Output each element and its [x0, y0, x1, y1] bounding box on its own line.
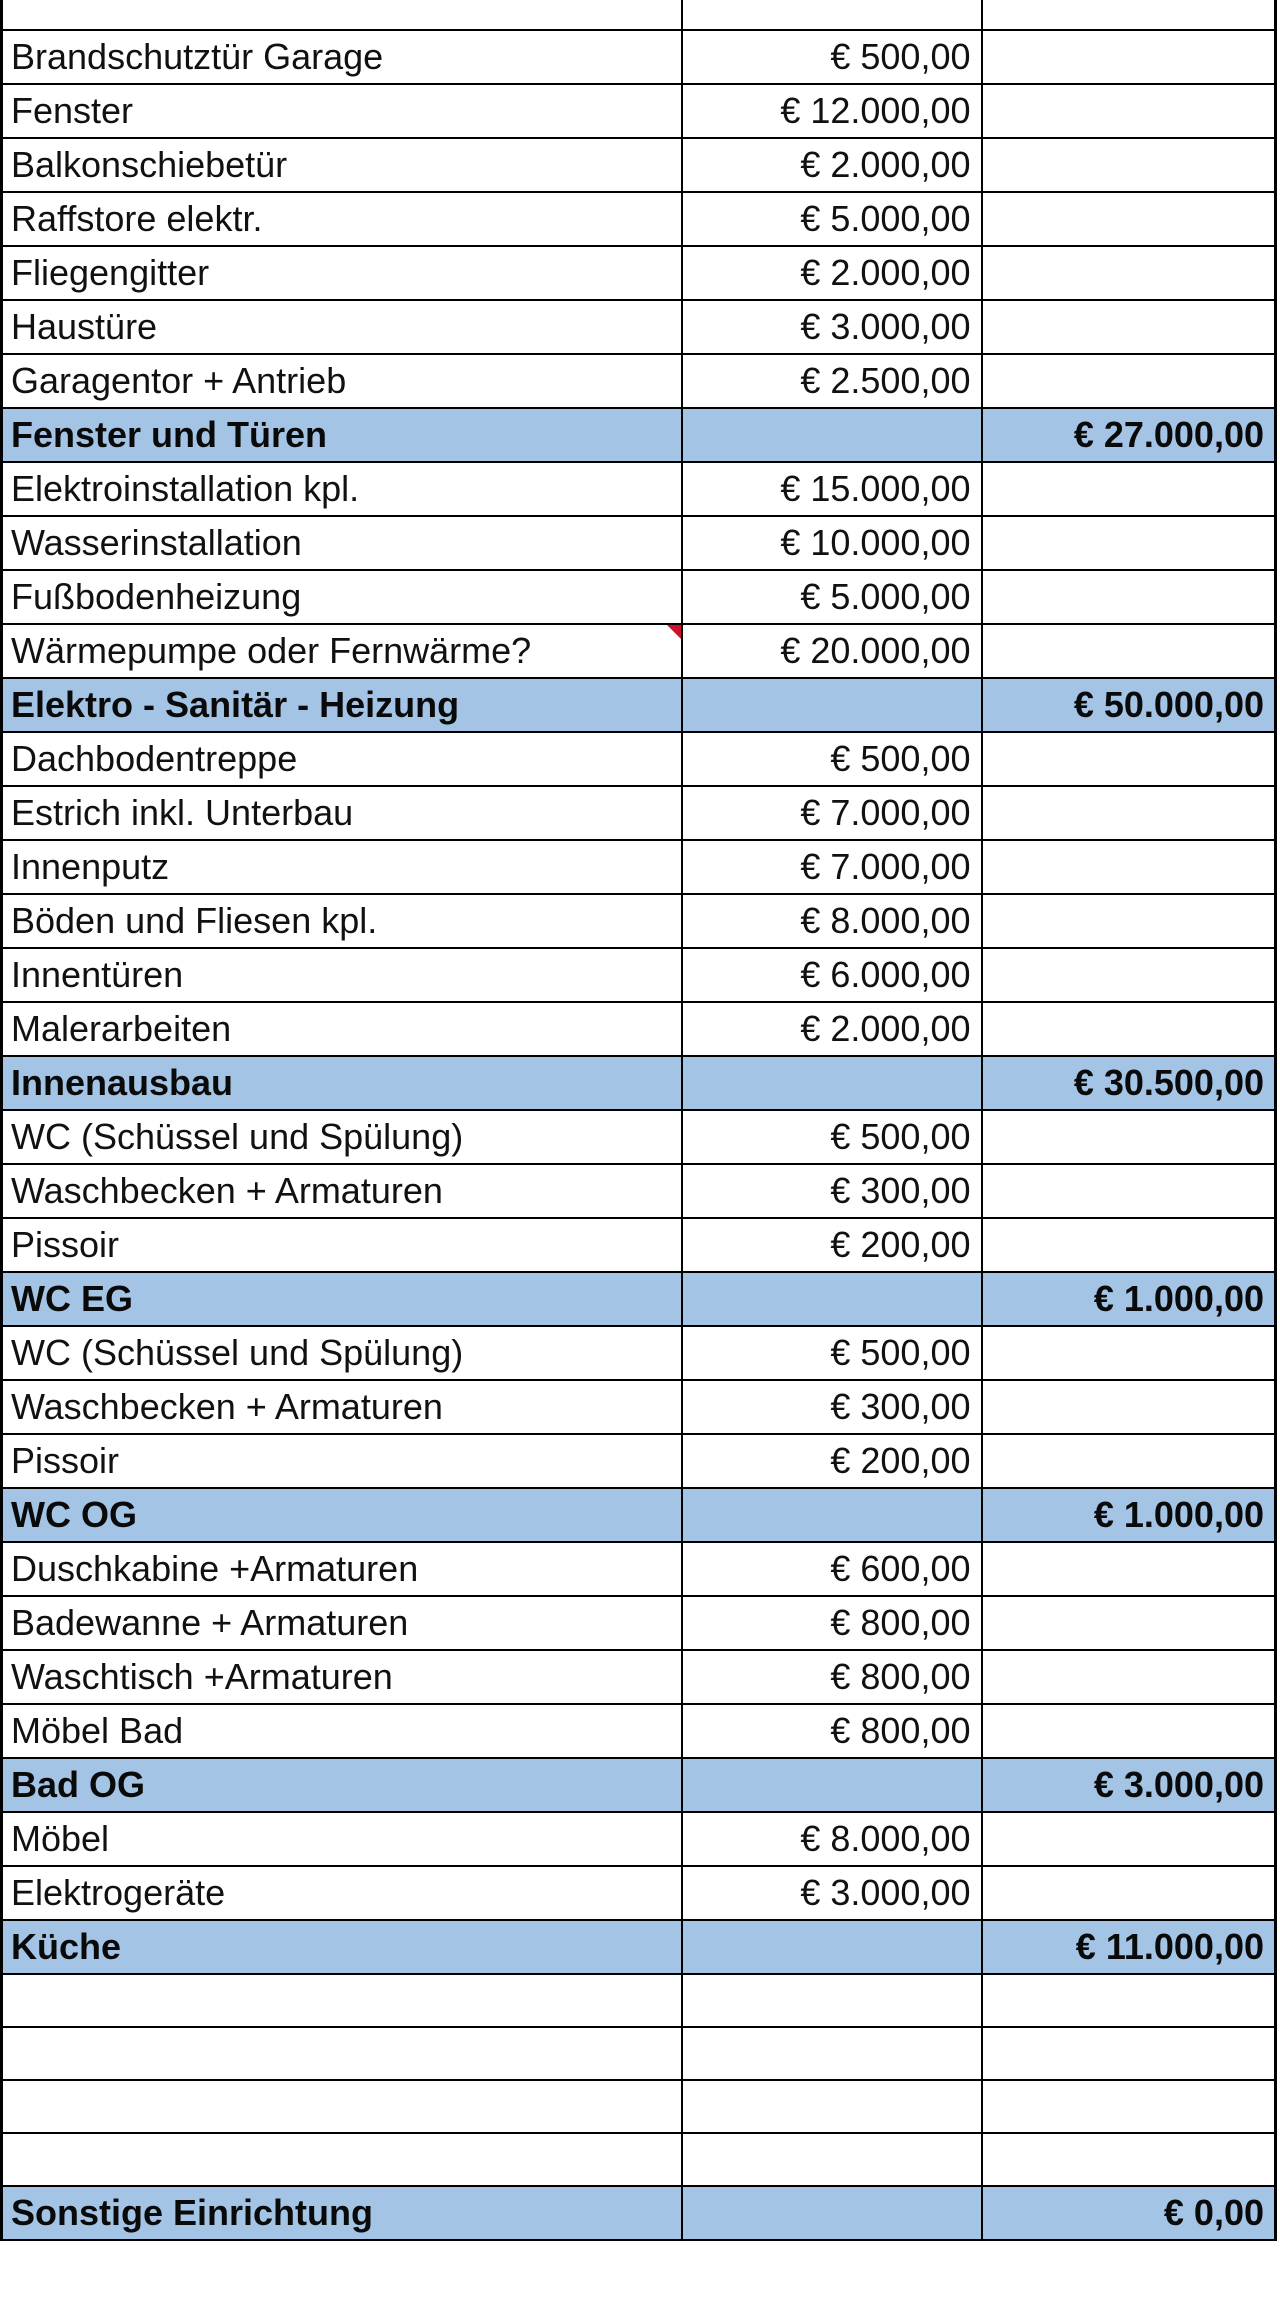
section-subtotal-row	[2, 1758, 1276, 1812]
cell-amount[interactable]: € 800,00	[682, 1704, 982, 1758]
table-row	[2, 840, 1276, 894]
table-row	[2, 192, 1276, 246]
comment-indicator-icon[interactable]	[667, 625, 681, 639]
section-subtotal-row	[2, 2186, 1276, 2240]
table-row	[2, 246, 1276, 300]
cell-amount[interactable]: € 200,00	[682, 1218, 982, 1272]
cell-label[interactable]: Brandschutztür Garage	[2, 30, 682, 84]
cell-total[interactable]	[982, 1110, 1276, 1164]
cell-total[interactable]	[982, 2027, 1276, 2080]
cell-amount[interactable]: € 3.000,00	[682, 300, 982, 354]
section-total[interactable]: € 50.000,00	[982, 678, 1276, 732]
cell-amount[interactable]: € 300,00	[682, 1380, 982, 1434]
cell-label[interactable]: Waschbecken + Armaturen	[2, 1164, 682, 1218]
cell-amount[interactable]: € 500,00	[682, 732, 982, 786]
table-row	[2, 570, 1276, 624]
cell-total[interactable]	[982, 570, 1276, 624]
cell-total[interactable]	[982, 138, 1276, 192]
empty-row	[2, 2080, 1276, 2133]
cell-total[interactable]	[982, 516, 1276, 570]
cell-amount[interactable]: € 300,00	[682, 1164, 982, 1218]
cell-amount[interactable]: € 20.000,00	[682, 624, 982, 678]
section-subtotal-row	[2, 1920, 1276, 1974]
cell-amount[interactable]: € 2.000,00	[682, 246, 982, 300]
empty-row	[2, 2027, 1276, 2080]
table-row	[2, 300, 1276, 354]
cell-total[interactable]	[982, 2080, 1276, 2133]
cell-total[interactable]	[982, 246, 1276, 300]
cell-label[interactable]: Malerarbeiten	[2, 1002, 682, 1056]
section-total[interactable]: € 1.000,00	[982, 1272, 1276, 1326]
cell-amount[interactable]: € 500,00	[682, 1110, 982, 1164]
cell-total[interactable]	[982, 732, 1276, 786]
cell-label[interactable]: Fußbodenheizung	[2, 570, 682, 624]
spreadsheet-body	[2, 0, 1276, 2240]
cell-amount[interactable]: € 2.000,00	[682, 1002, 982, 1056]
section-subtotal-row	[2, 1488, 1276, 1542]
table-row	[2, 1434, 1276, 1488]
cell-amount[interactable]: € 6.000,00	[682, 948, 982, 1002]
table-row	[2, 462, 1276, 516]
cell-total[interactable]	[982, 1866, 1276, 1920]
table-row	[2, 1650, 1276, 1704]
table-row	[2, 732, 1276, 786]
section-total[interactable]: € 30.500,00	[982, 1056, 1276, 1110]
table-row	[2, 1380, 1276, 1434]
cell-amount[interactable]	[682, 1758, 982, 1812]
cell-amount[interactable]	[682, 1488, 982, 1542]
section-label[interactable]: WC OG	[2, 1488, 682, 1542]
section-subtotal-row	[2, 1056, 1276, 1110]
section-label[interactable]: WC EG	[2, 1272, 682, 1326]
section-subtotal-row	[2, 678, 1276, 732]
cell-label[interactable]: WC (Schüssel und Spülung)	[2, 1326, 682, 1380]
cell-total[interactable]	[982, 1002, 1276, 1056]
table-row	[2, 1596, 1276, 1650]
cell-total[interactable]	[982, 0, 1276, 30]
cell-total[interactable]	[982, 840, 1276, 894]
section-total[interactable]: € 1.000,00	[982, 1488, 1276, 1542]
cell-amount[interactable]: € 500,00	[682, 30, 982, 84]
cell-label[interactable]: Waschtisch +Armaturen	[2, 1650, 682, 1704]
cell-amount[interactable]: € 200,00	[682, 1434, 982, 1488]
cell-amount[interactable]	[682, 2080, 982, 2133]
cell-amount[interactable]: € 7.000,00	[682, 840, 982, 894]
cell-label[interactable]	[2, 2027, 682, 2080]
cell-amount[interactable]: € 7.000,00	[682, 786, 982, 840]
cell-total[interactable]	[982, 1704, 1276, 1758]
cell-label[interactable]: Innenputz	[2, 840, 682, 894]
cell-amount[interactable]	[682, 0, 982, 30]
cell-amount[interactable]: € 5.000,00	[682, 570, 982, 624]
cell-amount[interactable]: € 8.000,00	[682, 1812, 982, 1866]
cell-label[interactable]	[2, 2133, 682, 2186]
cell-label[interactable]: Dachbodentreppe	[2, 732, 682, 786]
section-total[interactable]: € 0,00	[982, 2186, 1276, 2240]
section-label[interactable]: Fenster und Türen	[2, 408, 682, 462]
cell-label[interactable]: Raffstore elektr.	[2, 192, 682, 246]
cell-amount[interactable]: € 500,00	[682, 1326, 982, 1380]
cell-label[interactable]: Böden und Fliesen kpl.	[2, 894, 682, 948]
cell-total[interactable]	[982, 462, 1276, 516]
cell-amount[interactable]	[682, 1974, 982, 2027]
empty-row	[2, 1974, 1276, 2027]
table-row	[2, 1164, 1276, 1218]
cell-total[interactable]	[982, 30, 1276, 84]
section-label[interactable]: Elektro - Sanitär - Heizung	[2, 678, 682, 732]
cell-label[interactable]: Wärmepumpe oder Fernwärme?	[2, 624, 682, 678]
cell-label[interactable]: WC (Schüssel und Spülung)	[2, 1110, 682, 1164]
cell-total[interactable]	[982, 1812, 1276, 1866]
cell-label[interactable]: Duschkabine +Armaturen	[2, 1542, 682, 1596]
table-row	[2, 30, 1276, 84]
section-total[interactable]: € 11.000,00	[982, 1920, 1276, 1974]
cell-amount[interactable]	[682, 408, 982, 462]
cell-amount[interactable]	[682, 2186, 982, 2240]
table-row	[2, 1866, 1276, 1920]
section-subtotal-row	[2, 1272, 1276, 1326]
cell-total[interactable]	[982, 84, 1276, 138]
cell-label[interactable]: Garagentor + Antrieb	[2, 354, 682, 408]
table-row	[2, 354, 1276, 408]
cell-total[interactable]	[982, 1650, 1276, 1704]
table-row	[2, 1704, 1276, 1758]
table-row	[2, 1218, 1276, 1272]
cell-total[interactable]	[982, 1434, 1276, 1488]
cell-label[interactable]: Elektroinstallation kpl.	[2, 462, 682, 516]
cell-label[interactable]: Pissoir	[2, 1434, 682, 1488]
cell-amount[interactable]: € 3.000,00	[682, 1866, 982, 1920]
cell-amount[interactable]: € 800,00	[682, 1650, 982, 1704]
cell-label[interactable]: Estrich inkl. Unterbau	[2, 786, 682, 840]
cell-label[interactable]: Innentüren	[2, 948, 682, 1002]
cell-amount[interactable]	[682, 1056, 982, 1110]
cell-amount[interactable]: € 600,00	[682, 1542, 982, 1596]
table-row	[2, 1002, 1276, 1056]
cell-amount[interactable]: € 15.000,00	[682, 462, 982, 516]
cell-label[interactable]: Möbel Bad	[2, 1704, 682, 1758]
cell-label[interactable]	[2, 0, 682, 30]
section-total[interactable]: € 3.000,00	[982, 1758, 1276, 1812]
cell-amount[interactable]	[682, 2027, 982, 2080]
cell-label[interactable]	[2, 2080, 682, 2133]
cell-total[interactable]	[982, 786, 1276, 840]
table-row	[2, 894, 1276, 948]
cell-total[interactable]	[982, 1974, 1276, 2027]
cell-total[interactable]	[982, 300, 1276, 354]
cell-total[interactable]	[982, 1542, 1276, 1596]
cell-amount[interactable]	[682, 2133, 982, 2186]
cell-amount[interactable]: € 10.000,00	[682, 516, 982, 570]
cell-label[interactable]: Möbel	[2, 1812, 682, 1866]
cell-label[interactable]: Balkonschiebetür	[2, 138, 682, 192]
table-row	[2, 624, 1276, 678]
table-row	[2, 1110, 1276, 1164]
cell-label[interactable]: Fliegengitter	[2, 246, 682, 300]
table-row	[2, 786, 1276, 840]
section-label[interactable]: Bad OG	[2, 1758, 682, 1812]
table-row-top-stub	[2, 0, 1276, 30]
empty-row	[2, 2133, 1276, 2186]
cell-amount[interactable]	[682, 1272, 982, 1326]
section-label[interactable]: Küche	[2, 1920, 682, 1974]
table-row	[2, 516, 1276, 570]
section-total[interactable]: € 27.000,00	[982, 408, 1276, 462]
cell-total[interactable]	[982, 624, 1276, 678]
cell-amount[interactable]	[682, 678, 982, 732]
cell-total[interactable]	[982, 1164, 1276, 1218]
cell-amount[interactable]: € 2.500,00	[682, 354, 982, 408]
cell-total[interactable]	[982, 354, 1276, 408]
table-row	[2, 948, 1276, 1002]
cell-total[interactable]	[982, 192, 1276, 246]
table-row	[2, 1812, 1276, 1866]
cell-amount[interactable]: € 800,00	[682, 1596, 982, 1650]
section-label[interactable]: Innenausbau	[2, 1056, 682, 1110]
cell-amount[interactable]: € 5.000,00	[682, 192, 982, 246]
table-row	[2, 84, 1276, 138]
table-row	[2, 1326, 1276, 1380]
cell-amount[interactable]	[682, 1920, 982, 1974]
cell-amount[interactable]: € 8.000,00	[682, 894, 982, 948]
cell-total[interactable]	[982, 1596, 1276, 1650]
cell-label[interactable]: Wasserinstallation	[2, 516, 682, 570]
cell-label[interactable]: Waschbecken + Armaturen	[2, 1380, 682, 1434]
cell-label[interactable]: Badewanne + Armaturen	[2, 1596, 682, 1650]
table-row	[2, 138, 1276, 192]
section-label[interactable]: Sonstige Einrichtung	[2, 2186, 682, 2240]
cell-total[interactable]	[982, 2133, 1276, 2186]
cell-label[interactable]: Haustüre	[2, 300, 682, 354]
cell-label[interactable]: Fenster	[2, 84, 682, 138]
cell-total[interactable]	[982, 1380, 1276, 1434]
cell-label[interactable]: Elektrogeräte	[2, 1866, 682, 1920]
cell-label[interactable]: Pissoir	[2, 1218, 682, 1272]
cell-label[interactable]	[2, 1974, 682, 2027]
table-row	[2, 1542, 1276, 1596]
section-subtotal-row	[2, 408, 1276, 462]
cell-total[interactable]	[982, 1218, 1276, 1272]
cell-total[interactable]	[982, 948, 1276, 1002]
cell-total[interactable]	[982, 894, 1276, 948]
cell-amount[interactable]: € 12.000,00	[682, 84, 982, 138]
cell-amount[interactable]: € 2.000,00	[682, 138, 982, 192]
cell-total[interactable]	[982, 1326, 1276, 1380]
